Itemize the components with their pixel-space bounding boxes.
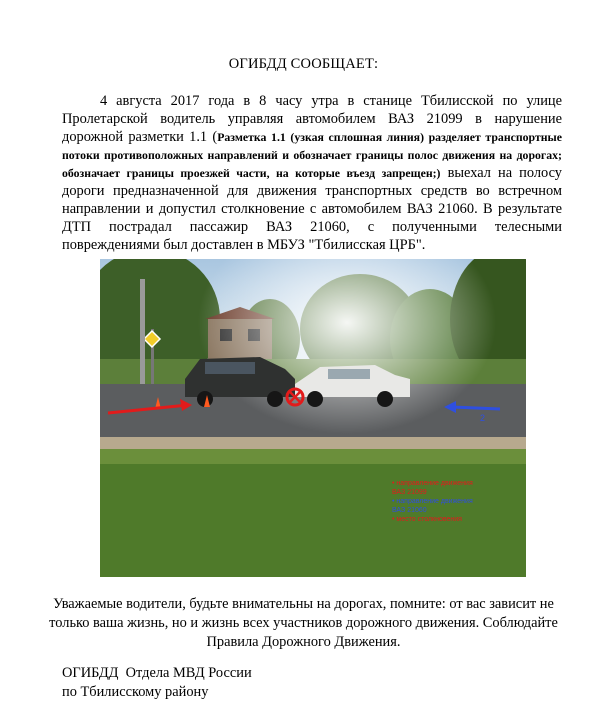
marking-definition: Разметка 1.1 (узкая сплошная линия) разделяет транспортные потоки противоположных направлений и обозначает границы полос движения на дорогах; обозначает границы проезжей части, на которые въезд запрещен;) xyxy=(62,130,563,180)
photo-legend xyxy=(392,480,473,523)
signature-line-2: по Тбилисскому району xyxy=(62,684,209,700)
report-text-part2: выехал на полосу дороги предназначенной для движения транспортных средств во встречном направлении и допустил столкновение с автомобилем ВАЗ 21060. В результате ДТП пострадал пассажир ВАЗ 21060, с полученными телесными повреждениями был доставлен в МБУЗ "Тбилисская ЦРБ". xyxy=(62,165,563,253)
page-title: ОГИБДД СООБЩАЕТ: xyxy=(228,56,379,72)
signature-block xyxy=(62,664,462,702)
safety-appeal: Уважаемые водители, будьте внимательны на дорогах, помните: от вас зависит не только ваша жизнь, но и жизнь всех участников дорожного движения. Соблюдайте Правила Дорожного Движения. xyxy=(49,596,558,650)
report-text-part1: 4 августа 2017 года в 8 часу утра в станице Тбилисской по улице Пролетарской водитель управляя автомобилем ВАЗ 21099 в нарушение дорожной разметки 1.1 ( xyxy=(62,93,562,145)
legend-line-2: ВАЗ 21099 xyxy=(392,489,427,496)
lane-label: 2 xyxy=(480,413,486,423)
signature-line-1: ОГИБДД Отдела МВД России xyxy=(62,665,252,681)
legend-line-4: ВАЗ 21060 xyxy=(392,507,427,514)
accident-photo xyxy=(100,259,526,577)
incident-report xyxy=(62,92,562,254)
legend-line-3: • направление движения xyxy=(392,498,473,505)
legend-line-1: • направление движения xyxy=(392,480,473,487)
legend-line-5: • место столкновения xyxy=(392,516,462,523)
